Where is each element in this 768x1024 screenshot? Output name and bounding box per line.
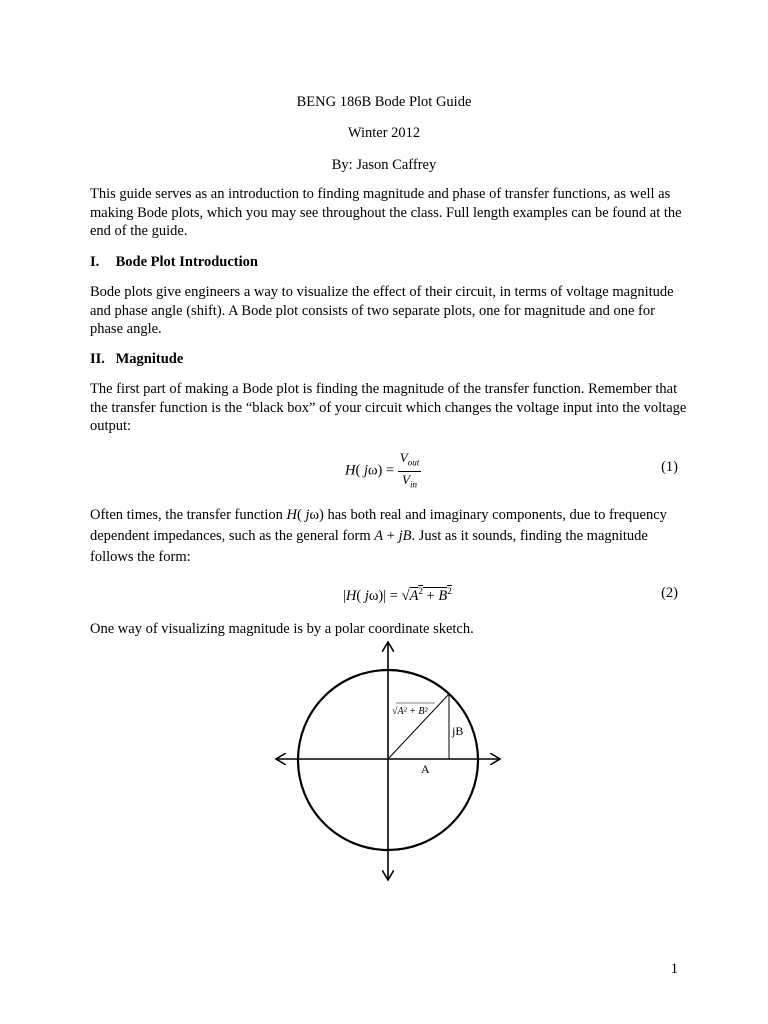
document-title: BENG 186B Bode Plot Guide [296, 94, 472, 110]
section-1-paragraph: Bode plots give engineers a way to visualize the effect of their circuit, in terms of voltage magnitude and phase angle (shift). A Bode plot consists of two separate plots, one for magnitude and one for phase angle. [90, 284, 674, 337]
section-2-paragraph-2: Often times, the transfer function H( jω) has both real and imaginary components, due to frequency dependent impedances, such as the general form A + jB. Just as it sounds, finding the magnitude follows the form: [90, 507, 667, 565]
intro-paragraph: This guide serves as an introduction to finding magnitude and phase of transfer functions, as well as making Bode plots, which you may see throughout the class. Full length examples can be found at the end of the guide. [90, 186, 682, 239]
equation-1-formula: H( jω) = $\frac{V_{out}}{V_{in}}$ [345, 450, 420, 490]
hypotenuse-label: √A² + B² [392, 706, 428, 717]
equation-1-number: (1) [661, 459, 678, 475]
jb-label: jB [452, 724, 464, 738]
section-2-number: II. [90, 351, 105, 367]
equation-2-number: (2) [661, 585, 678, 601]
section-2-paragraph: The first part of making a Bode plot is finding the magnitude of the transfer function. Remember that the transfer function is the “black box” of your circuit which changes the voltage input into the voltage output: [90, 381, 687, 434]
document-term: Winter 2012 [347, 125, 421, 141]
section-2-paragraph-3: One way of visualizing magnitude is by a polar coordinate sketch. [90, 621, 474, 637]
section-1-number: I. [90, 254, 100, 270]
page-number: 1 [670, 961, 678, 977]
section-2-title: Magnitude [115, 351, 184, 367]
a-label: A [421, 762, 430, 776]
equation-2-formula: |H( $j\omega)| = √A^2 + B^2$ [343, 586, 452, 604]
document-author: By: Jason Caffrey [331, 157, 437, 173]
magnitude-vector [388, 694, 449, 759]
section-1-title: Bode Plot Introduction [115, 254, 258, 270]
